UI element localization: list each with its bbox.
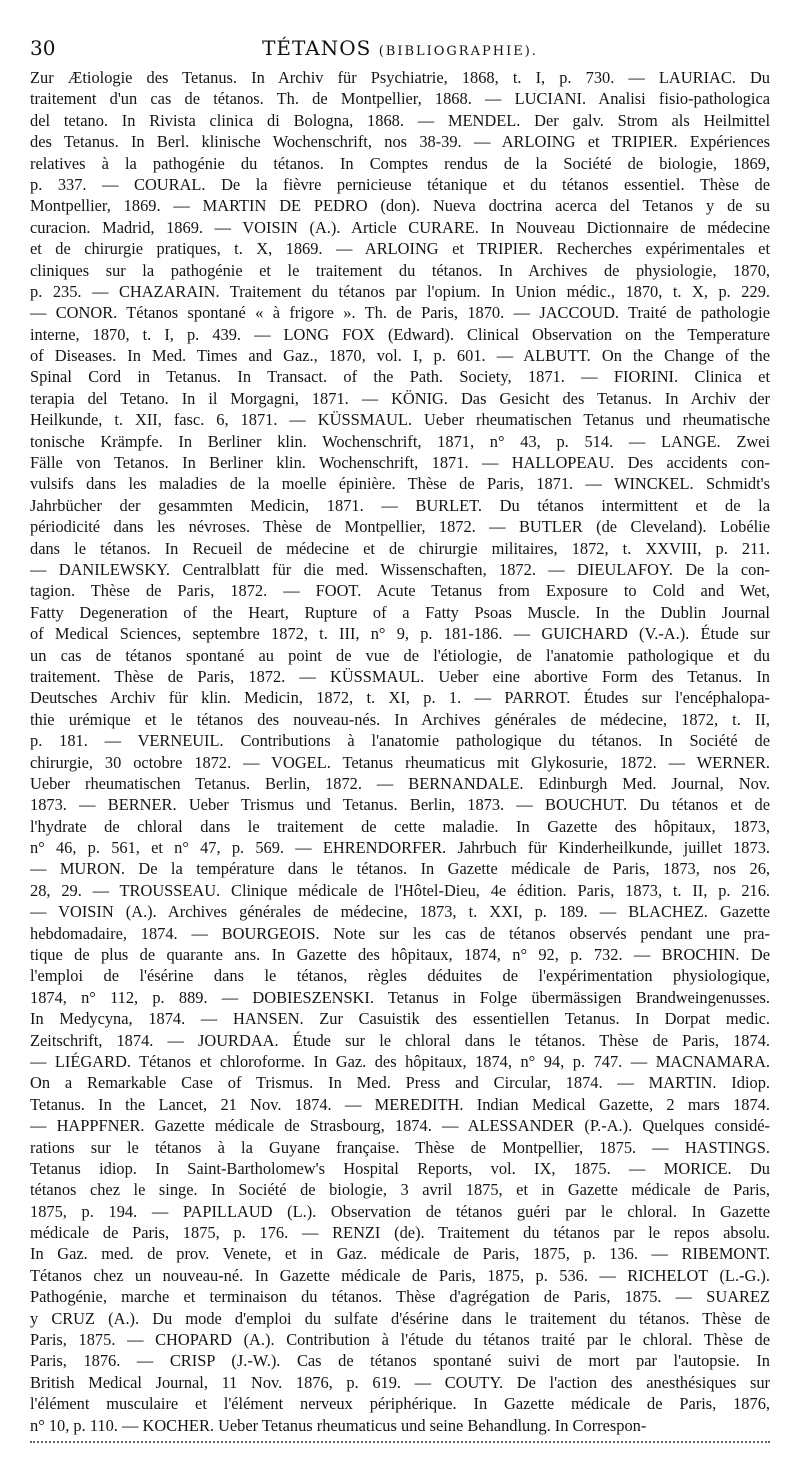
text-line: traitement d'un cas de tétanos. Th. de Montpellier, 1868. — LUCIANI. Analisi fisio-pathologica <box>30 89 770 109</box>
text-line: y CRUZ (A.). Du mode d'emploi du sulfate d'ésérine dans le traitement du tétanos. Thèse de <box>30 1308 770 1328</box>
text-line: n° 10, p. 110. — KOCHER. Ueber Tetanus rheumaticus und seine Behandlung. In Correspon- <box>30 1415 647 1435</box>
text-line: l'emploi de l'ésérine dans le tétanos, règles déduites de l'expérimentation physiologique, <box>30 966 770 986</box>
text-line: 1875, p. 194. — PAPILLAUD (L.). Observation de tétanos guéri par le chloral. In Gazette <box>30 1201 770 1221</box>
text-line: tonische Krämpfe. In Berliner klin. Wochenschrift, 1871, n° 43, p. 514. — LANGE. Zwei <box>30 431 770 451</box>
text-line: Ueber rheumatischen Tetanus. Berlin, 1872. — BERNANDALE. Edinburgh Med. Journal, Nov. <box>30 773 770 793</box>
text-line: périodicité dans les névroses. Thèse de Montpellier, 1872. — BUTLER (de Cleveland). Lobélie <box>30 517 770 537</box>
text-line: des Tetanus. In Berl. klinische Wochenschrift, nos 38-39. — ARLOING et TRIPIER. Expériences <box>30 132 770 152</box>
text-line: p. 181. — VERNEUIL. Contributions à l'anatomie pathologique du tétanos. In Société de <box>30 731 770 751</box>
text-line: of Diseases. In Med. Times and Gaz., 1870, vol. I, p. 601. — ALBUTT. On the Change of the <box>30 346 770 366</box>
text-line: — HAPPFNER. Gazette médicale de Strasbourg, 1874. — ALESSANDER (P.-A.). Quelques considé- <box>30 1116 770 1136</box>
text-line: — DANILEWSKY. Centralblatt für die med. Wissenschaften, 1872. — DIEULAFOY. De la con- <box>30 559 770 579</box>
text-line: Tétanos chez un nouveau-né. In Gazette médicale de Paris, 1875, p. 536. — RICHELOT (L.-G.). <box>30 1265 770 1285</box>
text-line: Tetanus. In the Lancet, 21 Nov. 1874. — MEREDITH. Indian Medical Gazette, 2 mars 1874. <box>30 1094 770 1114</box>
text-line: Heilkunde, t. XII, fasc. 6, 1871. — KÜSSMAUL. Ueber rheumatischen Tetanus und rheumatische <box>30 410 770 430</box>
running-title <box>30 36 770 60</box>
text-line: — VOISIN (A.). Archives générales de médecine, 1873, t. XXI, p. 189. — BLACHEZ. Gazette <box>30 902 770 922</box>
text-line: 1873. — BERNER. Ueber Trismus und Tetanus. Berlin, 1873. — BOUCHUT. Du tétanos et de <box>30 795 770 815</box>
text-line: Zeitschrift, 1874. — JOURDAA. Étude sur le chloral dans le tétanos. Thèse de Paris, 1874. <box>30 1030 770 1050</box>
text-line: curacion. Madrid, 1869. — VOISIN (A.). Article CURARE. In Nouveau Dictionnaire de médecine <box>30 217 770 237</box>
bibliography-text <box>30 67 770 1436</box>
text-line: Paris, 1876. — CRISP (J.-W.). Cas de tétanos spontané suivi de mort par l'autopsie. In <box>30 1351 770 1371</box>
text-line: British Medical Journal, 11 Nov. 1876, p. 619. — COUTY. De l'action des anesthésiques sur <box>30 1372 770 1392</box>
text-line: relatives à la pathogénie du tétanos. In Comptes rendus de la Société de biologie, 1869, <box>30 153 770 173</box>
text-line: tagion. Thèse de Paris, 1872. — FOOT. Acute Tetanus from Exposure to Cold and Wet, <box>30 581 770 601</box>
text-line: Montpellier, 1869. — MARTIN DE PEDRO (don). Nueva doctrina acerca del Tetanos y de su <box>30 196 770 216</box>
text-line: On a Remarkable Case of Trismus. In Med. Press and Circular, 1874. — MARTIN. Idiop. <box>30 1073 770 1093</box>
text-line: Zur Ætiologie des Tetanus. In Archiv für Psychiatrie, 1868, t. I, p. 730. — LAURIAC. Du <box>30 68 770 87</box>
text-line: vulsifs dans les maladies de la moelle épinière. Thèse de Paris, 1871. — WINCKEL. Schmidt's <box>30 474 770 494</box>
text-line: — LIÉGARD. Tétanos et chloroforme. In Gaz. des hôpitaux, 1874, n° 94, p. 747. — MACNAMARA. <box>30 1051 770 1071</box>
text-line: Fatty Degeneration of the Heart, Rupture of a Fatty Psoas Muscle. In the Dublin Journal <box>30 602 770 622</box>
running-title-main: TÉTANOS <box>262 36 372 60</box>
text-line: l'élément musculaire et l'élément nerveux périphérique. In Gazette médicale de Paris, 1876, <box>30 1394 770 1414</box>
text-line: cliniques sur la pathogénie et le traitement du tétanos. In Archives de physiologie, 1870, <box>30 260 770 280</box>
text-line: Pathogénie, marche et terminaison du tétanos. Thèse d'agrégation de Paris, 1875. — SUAREZ <box>30 1287 770 1307</box>
text-line: del tetano. In Rivista clinica di Bologna, 1868. — MENDEL. Der galv. Strom als Heilmittel <box>30 110 770 130</box>
running-title-subtitle: (BIBLIOGRAPHIE). <box>378 44 538 59</box>
text-line: In Medycyna, 1874. — HANSEN. Zur Casuistik des essentiellen Tetanus. In Dorpat medic. <box>30 1009 770 1029</box>
text-line: thie urémique et le tétanos des nouveau-nés. In Archives générales de médecine, 1872, t. II, <box>30 709 770 729</box>
text-line: Paris, 1875. — CHOPARD (A.). Contribution à l'étude du tétanos traité par le chloral. Thèse de <box>30 1330 770 1350</box>
text-line: interne, 1870, t. I, p. 439. — LONG FOX (Edward). Clinical Observation on the Temperature <box>30 324 770 344</box>
text-line: terapia del Tetano. In il Morgagni, 1871. — KÖNIG. Das Gesicht des Tetanus. In Archiv der <box>30 388 770 408</box>
text-line: Jahrbücher der gesammten Medicin, 1871. — BURLET. Du tétanos intermittent et de la <box>30 495 770 515</box>
text-line: l'hydrate de chloral dans le traitement de cette maladie. In Gazette des hôpitaux, 1873, <box>30 816 770 836</box>
text-line: Fälle von Tetanos. In Berliner klin. Wochenschrift, 1871. — HALLOPEAU. Des accidents con- <box>30 453 770 473</box>
page-number: 30 <box>30 36 56 60</box>
text-line: 28, 29. — TROUSSEAU. Clinique médicale de l'Hôtel-Dieu, 4e édition. Paris, 1873, t. II, p. 216. <box>30 880 770 900</box>
text-line: traitement. Thèse de Paris, 1872. — KÜSSMAUL. Ueber eine abortive Form des Tetanus. In <box>30 666 770 686</box>
text-line: rations sur le tétanos à la Guyane française. Thèse de Montpellier, 1875. — HASTINGS. <box>30 1137 770 1157</box>
text-line: tétanos chez le singe. In Société de biologie, 3 avril 1875, et in Gazette médicale de Paris, <box>30 1180 770 1200</box>
text-line: Deutsches Archiv für klin. Medicin, 1872, t. XI, p. 1. — PARROT. Études sur l'encéphalopa- <box>30 688 770 708</box>
text-line: Tetanus idiop. In Saint-Bartholomew's Hospital Reports, vol. IX, 1875. — MORICE. Du <box>30 1158 770 1178</box>
text-line: dans le tétanos. In Recueil de médecine et de chirurgie militaires, 1872, t. XXVIII, p. 211. <box>30 538 770 558</box>
text-line: n° 46, p. 561, et n° 47, p. 569. — EHRENDORFER. Jahrbuch für Kinderheilkunde, juillet 1873. <box>30 838 770 858</box>
footer-dotted-rule <box>30 1441 770 1443</box>
text-line: of Medical Sciences, septembre 1872, t. III, n° 9, p. 181-186. — GUICHARD (V.-A.). Étude sur <box>30 624 770 644</box>
text-line: médicale de Paris, 1875, p. 176. — RENZI (de). Traitement du tétanos par le repos absolu. <box>30 1223 770 1243</box>
text-line: hebdomadaire, 1874. — BOURGEOIS. Note sur les cas de tétanos observés pendant une pra- <box>30 923 770 943</box>
text-line: chirurgie, 30 octobre 1872. — VOGEL. Tetanus rheumaticus mit Glykosurie, 1872. — WERNER. <box>30 752 770 772</box>
text-line: 1874, n° 112, p. 889. — DOBIESZENSKI. Tetanus in Folge übermässigen Brandweingenusses. <box>30 987 770 1007</box>
text-line: Spinal Cord in Tetanus. In Transact. of the Path. Society, 1871. — FIORINI. Clinica et <box>30 367 770 387</box>
text-line: — CONOR. Tétanos spontané « à frigore ». Th. de Paris, 1870. — JACCOUD. Traité de pathologie <box>30 303 770 323</box>
text-line: tique de plus de quarante ans. In Gazette des hôpitaux, 1874, n° 92, p. 732. — BROCHIN. De <box>30 945 770 965</box>
text-line: In Gaz. med. de prov. Venete, et in Gaz. médicale de Paris, 1875, p. 136. — RIBEMONT. <box>30 1244 770 1264</box>
page-header <box>30 30 770 60</box>
text-line: p. 235. — CHAZARAIN. Traitement du tétanos par l'opium. In Union médic., 1870, t. X, p. 229. <box>30 281 770 301</box>
text-line: — MURON. De la température dans le tétanos. In Gazette médicale de Paris, 1873, nos 26, <box>30 859 770 879</box>
text-line: un cas de tétanos spontané au point de vue de l'étiologie, de l'anatomie pathologique et du <box>30 645 770 665</box>
text-line: p. 337. — COURAL. De la fièvre pernicieuse tétanique et du tétanos essentiel. Thèse de <box>30 174 770 194</box>
text-line: et de chirurgie pratiques, t. X, 1869. — ARLOING et TRIPIER. Recherches expérimentales et <box>30 239 770 259</box>
